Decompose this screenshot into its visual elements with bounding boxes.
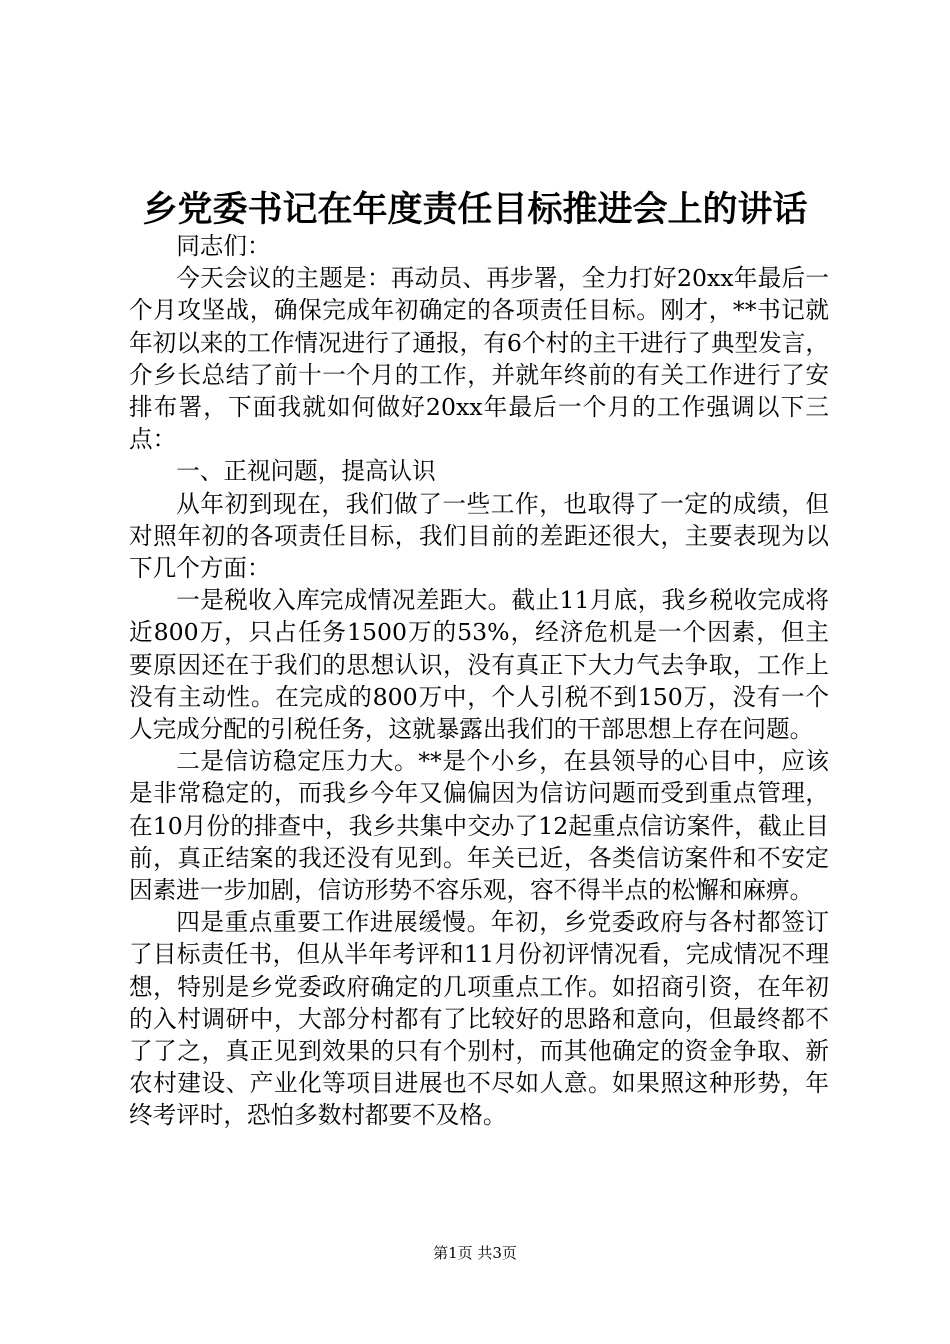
paragraph-overview: 从年初到现在，我们做了一些工作，也取得了一定的成绩，但对照年初的各项责任目标，我们目前的差距还很大，主要表现为以下几个方面： bbox=[129, 489, 829, 583]
document-body bbox=[129, 230, 829, 1132]
document-title: 乡党委书记在年度责任目标推进会上的讲话 bbox=[142, 189, 808, 230]
paragraph-petition: 二是信访稳定压力大。**是个小乡，在县领导的心目中，应该是非常稳定的，而我乡今年又偏偏因为信访问题而受到重点管理，在10月份的排查中，我乡共集中交办了12起重点信访案件，截止目前，真正结案的我还没有见到。年关已近，各类信访案件和不安定因素进一步加剧，信访形势不容乐观，容不得半点的松懈和麻痹。 bbox=[129, 747, 829, 905]
paragraph-key-work: 四是重点重要工作进展缓慢。年初，乡党委政府与各村都签订了目标责任书，但从半年考评和11月份初评情况看，完成情况不理想，特别是乡党委政府确定的几项重点工作。如招商引资，在年初的入村调研中，大部分村都有了比较好的思路和意向，但最终都不了了之，真正见到效果的只有个别村，而其他确定的资金争取、新农村建设、产业化等项目进展也不尽如人意。如果照这种形势，年终考评时，恐怕多数村都要不及格。 bbox=[129, 908, 829, 1130]
page-footer: 第1页 共3页 bbox=[433, 1244, 517, 1262]
paragraph-tax: 一是税收入库完成情况差距大。截止11月底，我乡税收完成将近800万，只占任务1500万的53%，经济危机是一个因素，但主要原因还在于我们的思想认识，没有真正下大力气去争取，工作上没有主动性。在完成的800万中，个人引税不到150万，没有一个人完成分配的引税任务，这就暴露出我们的干部思想上存在问题。 bbox=[129, 586, 829, 744]
section-heading-1: 一、正视问题，提高认识 bbox=[176, 457, 436, 486]
salutation: 同志们： bbox=[176, 232, 271, 260]
paragraph-intro: 今天会议的主题是：再动员、再步署，全力打好20xx年最后一个月攻坚战，确保完成年初确定的各项责任目标。刚才，**书记就年初以来的工作情况进行了通报，有6个村的主干进行了典型发言，介乡长总结了前十一个月的工作，并就年终前的有关工作进行了安排布署，下面我就如何做好20xx年最后一个月的工作强调以下三点： bbox=[129, 264, 829, 454]
